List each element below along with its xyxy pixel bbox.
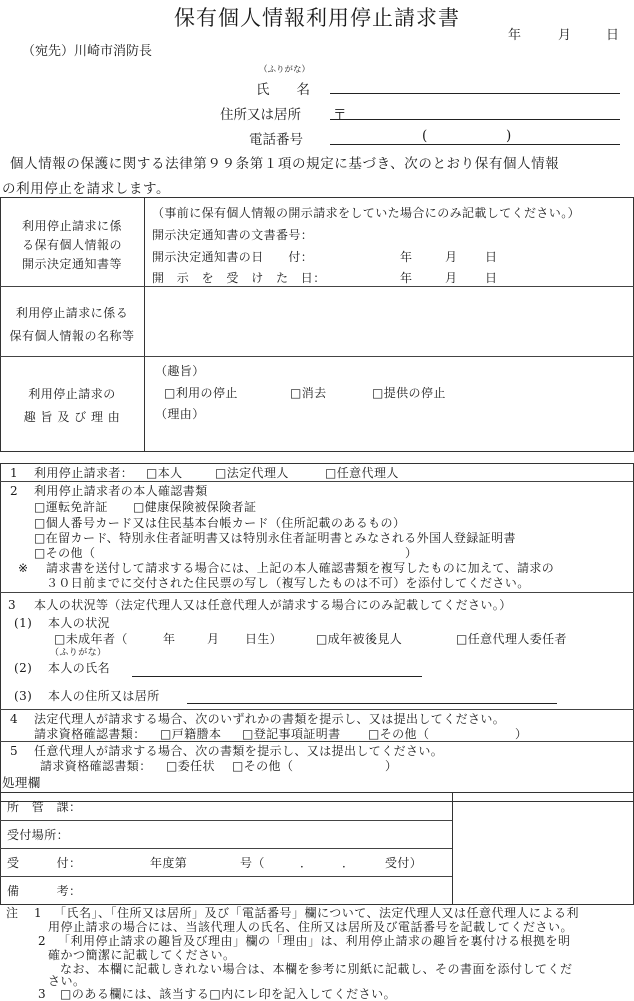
legal-rep-registry-cert-checkbox[interactable]	[242, 727, 341, 741]
option-label: 戸籍謄本	[171, 727, 222, 741]
notice-day: 日	[485, 250, 498, 264]
date-day-label: 日	[606, 28, 620, 43]
legal-rep-other-checkbox[interactable]	[368, 727, 429, 741]
label-line: 利用停止請求に係る	[15, 306, 129, 320]
option-label: 運転免許証	[45, 500, 108, 514]
legal-rep-other-close: ）	[515, 727, 528, 741]
option-label: その他（	[379, 727, 430, 741]
section-divider	[0, 741, 634, 742]
info-name-label	[4, 302, 140, 348]
processing-remarks-label: 備 考：	[7, 884, 82, 898]
table-row-divider	[0, 286, 634, 287]
section1-label: 利用停止請求者：	[34, 466, 134, 480]
note1-line-2: 用停止請求の場合には、当該代理人の氏名、住所又は居所及び電話番号を記載してください。	[48, 920, 574, 934]
requester-voluntary-rep-checkbox[interactable]	[325, 466, 399, 480]
notice-month: 月	[445, 250, 458, 264]
id-mynumber-card-checkbox[interactable]	[34, 516, 405, 530]
note2-line-1: 「利用停止請求の趣旨及び理由」欄の「理由」は、利用停止請求の趣旨を裏付ける根拠を明	[58, 934, 571, 948]
disclosure-month: 月	[445, 271, 458, 285]
option-label: その他（	[45, 546, 96, 560]
purpose-reason-label	[4, 383, 140, 429]
minor-month: 月	[207, 632, 220, 646]
label-line: 利用停止請求の	[28, 387, 116, 401]
purpose-heading: （趣旨）	[155, 364, 205, 378]
name-label: 氏 名	[256, 82, 310, 98]
processing-row-divider	[0, 848, 452, 849]
section1-number: 1	[10, 466, 19, 480]
voluntary-rep-power-of-attorney-checkbox[interactable]	[166, 759, 215, 773]
date-month-label: 月	[558, 28, 572, 43]
processing-receipt-label: 受 付：	[7, 856, 82, 870]
label-line: 保有個人情報の名称等	[9, 329, 135, 343]
disclosure-note: （事前に保有個人情報の開示請求をしていた場合にのみ記載してください。）	[152, 206, 581, 220]
sub3-number: (3)	[14, 689, 33, 703]
address-label: 住所又は居所	[220, 107, 301, 123]
processing-column-divider	[452, 793, 453, 904]
option-label: 法定代理人	[226, 466, 289, 480]
option-label: 任意代理人	[336, 466, 399, 480]
info-name-field[interactable]	[146, 288, 632, 355]
addressee: （宛先）川崎市消防長	[22, 44, 153, 59]
disclosure-date-label[interactable]: 開 示 を 受 け た 日：	[152, 271, 326, 285]
note1-number: 1	[34, 906, 43, 920]
option-label: 任意代理人委任者	[467, 632, 567, 646]
section4-docs-label: 請求資格確認書類：	[34, 727, 146, 741]
sub3-label: 本人の住所又は居所	[48, 689, 160, 703]
notice-year: 年	[400, 250, 413, 264]
reason-heading: （理由）	[155, 407, 205, 421]
processing-row-divider	[0, 876, 452, 877]
section-divider	[0, 592, 634, 593]
status-principal-checkbox[interactable]	[456, 632, 567, 646]
option-label: 消去	[301, 386, 327, 400]
option-label: 在留カード、特別永住者証明書又は特別永住者証明書とみなされる外国人登録証明書	[45, 531, 516, 545]
notice-date-label[interactable]: 開示決定通知書の日 付：	[152, 250, 314, 264]
address-field[interactable]	[330, 119, 620, 120]
section4-number: 4	[10, 712, 19, 726]
requester-self-checkbox[interactable]	[146, 466, 183, 480]
phone-label: 電話番号	[249, 132, 303, 148]
processing-receipt-number: 号（	[240, 856, 265, 870]
requester-legal-rep-checkbox[interactable]	[215, 466, 289, 480]
option-label: 登記事項証明書	[253, 727, 341, 741]
label-line: 開示決定通知書等	[21, 257, 122, 271]
label-line: る保有個人情報の	[21, 238, 122, 252]
voluntary-rep-other-close: ）	[385, 759, 398, 773]
option-label: 利用の停止	[175, 386, 238, 400]
id-other-close: ）	[405, 546, 418, 560]
disclosure-day: 日	[485, 271, 498, 285]
id-residence-card-checkbox[interactable]	[34, 531, 516, 545]
status-minor-checkbox[interactable]	[54, 632, 128, 646]
principal-name-field[interactable]	[132, 676, 422, 677]
note2-line-4: さい。	[48, 974, 86, 988]
processing-dot-2: ．	[342, 856, 355, 870]
disclosure-year: 年	[400, 271, 413, 285]
remark-asterisk: ※	[18, 561, 29, 575]
form-title: 保有個人情報利用停止請求書	[174, 6, 460, 30]
section3-heading: 本人の状況等（法定代理人又は任意代理人が請求する場合にのみ記載してください。）	[34, 598, 512, 612]
option-label: その他（	[243, 759, 294, 773]
table-row-divider	[0, 356, 634, 357]
intro-line-1: 個人情報の保護に関する法律第９９条第１項の規定に基づき、次のとおり保有個人情報	[10, 156, 560, 172]
label-line: 利用停止請求に係	[21, 219, 122, 233]
minor-year: 年	[163, 632, 176, 646]
intro-line-2: の利用停止を請求します。	[2, 181, 171, 197]
section3-number: 3	[8, 598, 17, 612]
voluntary-rep-other-checkbox[interactable]	[232, 759, 293, 773]
id-drivers-license-checkbox[interactable]	[34, 500, 108, 514]
minor-day: 日生）	[245, 632, 283, 646]
section-divider	[0, 709, 634, 710]
processing-row-divider	[0, 820, 452, 821]
section2-number: 2	[10, 484, 19, 498]
purpose-option-stop-use[interactable]	[164, 386, 238, 400]
processing-dept-label: 所 管 課：	[7, 800, 82, 814]
doc-number-label[interactable]: 開示決定通知書の文書番号：	[152, 228, 314, 242]
id-other-checkbox[interactable]	[34, 546, 95, 560]
section5-number: 5	[10, 744, 19, 758]
option-label: 未成年者（	[65, 632, 128, 646]
principal-address-field[interactable]	[187, 703, 557, 704]
principal-furigana: （ふりがな）	[50, 648, 107, 658]
processing-receipt-end: 受付）	[385, 856, 423, 870]
sub1-number: (1)	[14, 616, 33, 630]
purpose-option-stop-provision[interactable]	[372, 386, 446, 400]
option-label: 委任状	[177, 759, 215, 773]
phone-field[interactable]	[330, 144, 620, 145]
sub2-number: (2)	[14, 661, 33, 675]
remark-line-2: ３０日前までに交付された住民票の写し（複写したものは不可）を添付してください。	[46, 576, 530, 590]
section-divider	[0, 481, 634, 482]
legal-rep-family-register-checkbox[interactable]	[160, 727, 221, 741]
postal-mark: 〒	[333, 107, 347, 123]
phone-paren-open: (	[422, 128, 428, 144]
remark-line-1: 請求書を送付して請求する場合には、上記の本人確認書類を複写したものに加えて、請求の	[46, 561, 555, 575]
notes-prefix: 注	[6, 906, 19, 920]
option-label: 提供の停止	[383, 386, 446, 400]
furigana-label: （ふりがな）	[259, 65, 311, 75]
status-adult-ward-checkbox[interactable]	[316, 632, 402, 646]
sub2-label: 本人の氏名	[48, 661, 111, 675]
note1-line-1: 「氏名」、「住所又は居所」及び「電話番号」欄について、法定代理人又は任意代理人による利	[54, 906, 580, 920]
purpose-option-erase[interactable]	[290, 386, 327, 400]
section5-docs-label: 請求資格確認書類：	[40, 759, 152, 773]
note2-line-3: なお、本欄に記載しきれない場合は、本欄を参考に別紙に記載し、その書面を添付してくだ	[60, 962, 573, 976]
section2-heading: 利用停止請求者の本人確認書類	[34, 484, 208, 498]
section5-heading: 任意代理人が請求する場合、次の書類を提示し、又は提出してください。	[34, 744, 444, 758]
phone-paren-close: )	[506, 128, 512, 144]
option-label: 成年被後見人	[327, 632, 403, 646]
option-label: 本人	[157, 466, 183, 480]
id-health-insurance-checkbox[interactable]	[133, 500, 256, 514]
table-column-divider	[144, 198, 145, 451]
processing-fiscal-year: 年度第	[150, 856, 188, 870]
processing-heading: 処理欄	[2, 775, 41, 790]
note3-number: 3	[38, 987, 47, 1001]
reason-field[interactable]	[146, 425, 632, 450]
note3-text: □のある欄には、該当する□内にレ印を記入してください。	[60, 987, 397, 1001]
option-label: 個人番号カード又は住民基本台帳カード（住所記載のあるもの）	[45, 516, 406, 530]
processing-dot-1: ．	[300, 856, 313, 870]
option-label: 健康保険被保険者証	[144, 500, 257, 514]
name-field[interactable]	[330, 93, 620, 94]
note2-line-2: 確かつ簡潔に記載してください。	[48, 948, 236, 962]
disclosure-notice-label	[4, 217, 140, 274]
processing-place-label: 受付場所：	[7, 828, 70, 842]
label-line: 趣 旨 及 び 理 由	[23, 410, 121, 424]
section4-heading: 法定代理人が請求する場合、次のいずれかの書類を提示し、又は提出してください。	[34, 712, 506, 726]
note2-number: 2	[38, 934, 47, 948]
sub1-label: 本人の状況	[48, 616, 111, 630]
date-year-label: 年	[508, 28, 522, 43]
